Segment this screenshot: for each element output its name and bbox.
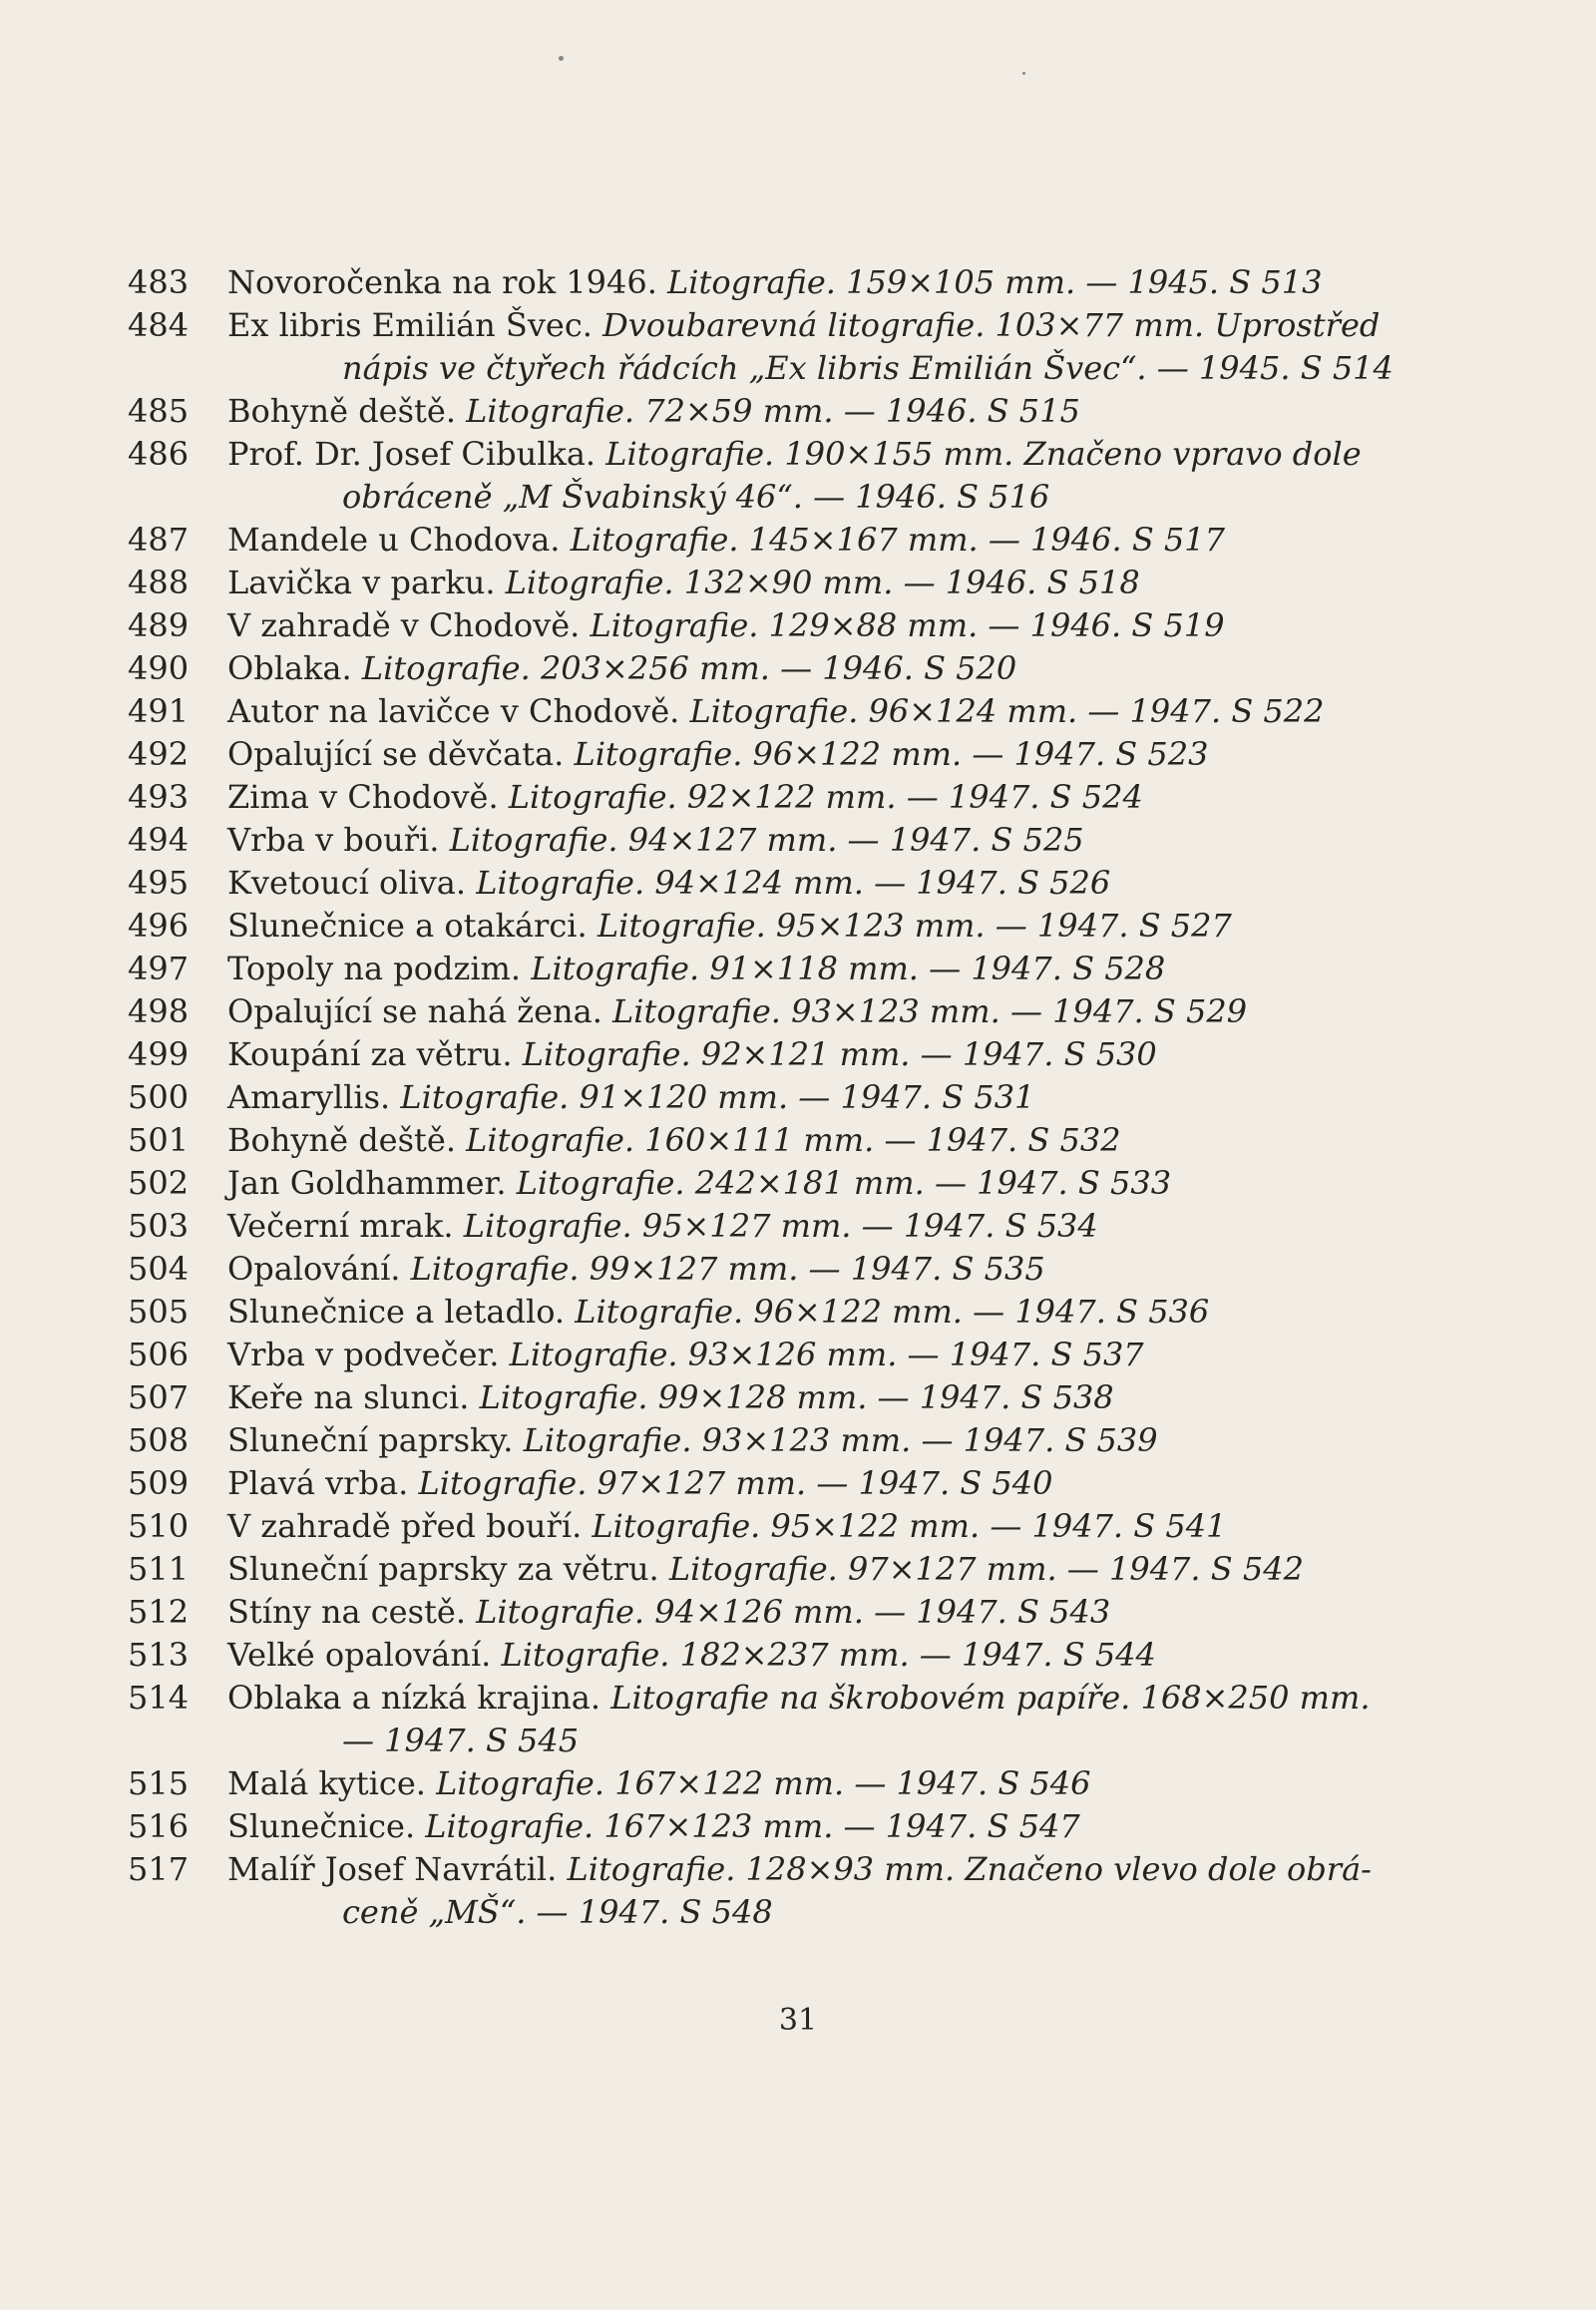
entry-details: Litografie. 93×123 mm. — 1947. S 529 xyxy=(601,992,1248,1030)
catalog-entry xyxy=(128,433,1375,519)
catalog-entry xyxy=(128,519,1375,562)
entry-line xyxy=(227,905,1375,948)
entry-body xyxy=(227,990,1375,1033)
entry-line xyxy=(227,1762,1375,1805)
entry-title: Malá kytice. xyxy=(227,1764,426,1802)
entry-number: 515 xyxy=(128,1764,190,1802)
entry-number: 506 xyxy=(128,1336,190,1373)
entry-number: 486 xyxy=(128,435,190,473)
entry-line xyxy=(227,1848,1375,1891)
entry-line xyxy=(227,733,1375,776)
entry-title: Novoročenka na rok 1946. xyxy=(227,263,657,301)
entry-title: Sluneční paprsky. xyxy=(227,1421,514,1459)
entry-number: 484 xyxy=(128,306,190,344)
catalog-entry xyxy=(128,776,1375,819)
entry-title: Večerní mrak. xyxy=(227,1207,454,1245)
entry-details: Litografie. 96×124 mm. — 1947. S 522 xyxy=(679,692,1325,730)
entry-body xyxy=(227,690,1375,733)
entry-details: Litografie. 72×59 mm. — 1946. S 515 xyxy=(456,392,1080,430)
entry-body xyxy=(227,1548,1375,1591)
catalog-entry xyxy=(128,1762,1375,1805)
entry-continuation: nápis ve čtyřech řádcích „Ex libris Emilián Švec“. — 1945. S 514 xyxy=(342,349,1394,387)
catalog-entry xyxy=(128,1848,1375,1934)
catalog-entry xyxy=(128,1334,1375,1376)
entry-line xyxy=(227,1634,1375,1677)
entry-number: 510 xyxy=(128,1507,190,1545)
entry-line xyxy=(227,604,1375,647)
entry-body xyxy=(227,1848,1375,1934)
paper-speck xyxy=(559,56,564,61)
entry-line xyxy=(227,776,1375,819)
entry-details: Litografie. 92×121 mm. — 1947. S 530 xyxy=(512,1035,1157,1073)
entry-line xyxy=(227,647,1375,690)
entry-number: 494 xyxy=(128,821,190,859)
entry-number: 505 xyxy=(128,1293,190,1331)
entry-number: 493 xyxy=(128,778,190,816)
entry-line xyxy=(227,519,1375,562)
entry-number: 499 xyxy=(128,1035,190,1073)
entry-line xyxy=(227,1291,1375,1334)
entry-continuation: — 1947. S 545 xyxy=(342,1722,580,1759)
entry-line xyxy=(227,1591,1375,1634)
entry-title: Autor na lavičce v Chodově. xyxy=(227,692,680,730)
entry-body xyxy=(227,819,1375,862)
entry-line xyxy=(227,1033,1375,1076)
entry-details: Litografie. 91×120 mm. — 1947. S 531 xyxy=(390,1078,1035,1116)
entry-number: 488 xyxy=(128,564,190,601)
entry-body xyxy=(227,948,1375,990)
entry-details: Litografie. 99×127 mm. — 1947. S 535 xyxy=(400,1250,1045,1288)
entry-line xyxy=(227,819,1375,862)
entry-body xyxy=(227,905,1375,948)
entry-body xyxy=(227,776,1375,819)
entry-body xyxy=(227,1805,1375,1848)
entry-line xyxy=(227,690,1375,733)
entry-line xyxy=(227,1119,1375,1162)
entry-details: Litografie. 167×122 mm. — 1947. S 546 xyxy=(425,1764,1091,1802)
entry-title: Lavička v parku. xyxy=(227,564,496,601)
catalog-entry xyxy=(128,1591,1375,1634)
entry-title: Oblaka a nízká krajina. xyxy=(227,1679,601,1717)
catalog-entry xyxy=(128,733,1375,776)
entry-line xyxy=(227,1677,1375,1720)
entry-details: Litografie. 159×105 mm. — 1945. S 513 xyxy=(656,263,1323,301)
catalog-entry xyxy=(128,1205,1375,1248)
entry-body xyxy=(227,433,1375,519)
catalog-entry xyxy=(128,1248,1375,1291)
entry-details: Litografie. 190×155 mm. Značeno vpravo dole xyxy=(596,435,1362,473)
entry-title: Opalování. xyxy=(227,1250,401,1288)
entry-line xyxy=(227,1248,1375,1291)
entry-details: Litografie. 93×123 mm. — 1947. S 539 xyxy=(513,1421,1158,1459)
entry-number: 485 xyxy=(128,392,190,430)
entry-body xyxy=(227,604,1375,647)
catalog-entry xyxy=(128,948,1375,990)
entry-body xyxy=(227,1076,1375,1119)
entry-number: 492 xyxy=(128,735,190,773)
catalog-entry xyxy=(128,990,1375,1033)
entry-details: Litografie. 94×127 mm. — 1947. S 525 xyxy=(439,821,1084,859)
entry-body xyxy=(227,304,1394,390)
entry-details: Litografie. 96×122 mm. — 1947. S 523 xyxy=(564,735,1209,773)
entry-details: Litografie. 91×118 mm. — 1947. S 528 xyxy=(521,950,1166,987)
entry-number: 497 xyxy=(128,950,190,987)
entry-number: 489 xyxy=(128,606,190,644)
catalog-entry xyxy=(128,1076,1375,1119)
entry-line xyxy=(227,433,1375,476)
entry-line xyxy=(227,862,1375,905)
entry-continuation: ceně „MŠ“. — 1947. S 548 xyxy=(342,1893,773,1931)
entry-details: Litografie. 94×126 mm. — 1947. S 543 xyxy=(465,1593,1111,1631)
entry-title: Plavá vrba. xyxy=(227,1464,409,1502)
entry-line xyxy=(227,1076,1375,1119)
entry-line xyxy=(227,304,1394,347)
entry-details: Litografie. 99×128 mm. — 1947. S 538 xyxy=(469,1378,1114,1416)
entry-body xyxy=(227,261,1375,304)
entry-line xyxy=(227,1548,1375,1591)
catalog-entry xyxy=(128,261,1375,304)
entry-details: Litografie. 97×127 mm. — 1947. S 540 xyxy=(408,1464,1053,1502)
entry-number: 496 xyxy=(128,907,190,945)
entry-title: Slunečnice. xyxy=(227,1807,416,1845)
entry-details: Litografie. 95×127 mm. — 1947. S 534 xyxy=(453,1207,1098,1245)
catalog-entry xyxy=(128,1634,1375,1677)
entry-body xyxy=(227,1033,1375,1076)
entry-details: Litografie. 95×122 mm. — 1947. S 541 xyxy=(582,1507,1227,1545)
entry-number: 495 xyxy=(128,864,190,902)
catalog-list xyxy=(128,261,1394,1934)
entry-body xyxy=(227,519,1375,562)
entry-body xyxy=(227,1205,1375,1248)
entry-title: Kvetoucí oliva. xyxy=(227,864,467,902)
entry-body xyxy=(227,390,1375,433)
entry-number: 514 xyxy=(128,1679,190,1717)
catalog-entry xyxy=(128,1291,1375,1334)
entry-body xyxy=(227,1677,1375,1762)
entry-body xyxy=(227,733,1375,776)
entry-title: Vrba v bouři. xyxy=(227,821,440,859)
entry-details: Litografie. 94×124 mm. — 1947. S 526 xyxy=(466,864,1111,902)
entry-title: Zima v Chodově. xyxy=(227,778,499,816)
entry-title: Velké opalování. xyxy=(227,1636,492,1674)
entry-number: 516 xyxy=(128,1807,190,1845)
entry-title: Oblaka. xyxy=(227,649,352,687)
entry-body xyxy=(227,1119,1375,1162)
entry-body xyxy=(227,1505,1375,1548)
entry-number: 507 xyxy=(128,1378,190,1416)
entry-title: Slunečnice a otakárci. xyxy=(227,907,588,945)
entry-details: Litografie. 160×111 mm. — 1947. S 532 xyxy=(456,1121,1121,1159)
catalog-entry xyxy=(128,819,1375,862)
entry-details: Litografie. 92×122 mm. — 1947. S 524 xyxy=(498,778,1143,816)
entry-details: Litografie. 145×167 mm. — 1946. S 517 xyxy=(560,521,1225,559)
catalog-entry xyxy=(128,390,1375,433)
entry-title: Malíř Josef Navrátil. xyxy=(227,1850,558,1888)
entry-body xyxy=(227,1162,1375,1205)
entry-details: Litografie. 97×127 mm. — 1947. S 542 xyxy=(658,1550,1304,1588)
paper-speck xyxy=(1022,72,1025,75)
catalog-entry xyxy=(128,1677,1375,1762)
entry-body xyxy=(227,1462,1375,1505)
catalog-entry xyxy=(128,604,1375,647)
entry-body xyxy=(227,647,1375,690)
entry-details: Litografie. 242×181 mm. — 1947. S 533 xyxy=(506,1164,1172,1202)
entry-title: Keře na slunci. xyxy=(227,1378,470,1416)
entry-title: Vrba v podvečer. xyxy=(227,1336,500,1373)
entry-line xyxy=(227,948,1375,990)
catalog-entry xyxy=(128,905,1375,948)
catalog-entry xyxy=(128,1548,1375,1591)
entry-number: 503 xyxy=(128,1207,190,1245)
entry-title: Bohyně deště. xyxy=(227,392,456,430)
catalog-entry xyxy=(128,862,1375,905)
entry-number: 517 xyxy=(128,1850,190,1888)
entry-number: 508 xyxy=(128,1421,190,1459)
page-number: 31 xyxy=(778,2003,818,2038)
entry-body xyxy=(227,1334,1375,1376)
entry-number: 511 xyxy=(128,1550,190,1588)
entry-number: 504 xyxy=(128,1250,190,1288)
catalog-entry xyxy=(128,1376,1375,1419)
entry-body xyxy=(227,862,1375,905)
entry-details: Litografie. 128×93 mm. Značeno vlevo dole obrá- xyxy=(557,1850,1372,1888)
entry-number: 498 xyxy=(128,992,190,1030)
entry-title: Koupání za větru. xyxy=(227,1035,513,1073)
entry-number: 501 xyxy=(128,1121,190,1159)
entry-title: Slunečnice a letadlo. xyxy=(227,1293,566,1331)
entry-number: 509 xyxy=(128,1464,190,1502)
entry-title: Topoly na podzim. xyxy=(227,950,522,987)
entry-title: Opalující se nahá žena. xyxy=(227,992,602,1030)
entry-details: Litografie na škrobovém papíře. 168×250 mm. xyxy=(600,1679,1371,1717)
entry-title: Bohyně deště. xyxy=(227,1121,456,1159)
entry-title: Amaryllis. xyxy=(227,1078,391,1116)
entry-title: Ex libris Emilián Švec. xyxy=(227,306,593,344)
entry-line xyxy=(227,1505,1375,1548)
entry-line xyxy=(227,1805,1375,1848)
entry-number: 513 xyxy=(128,1636,190,1674)
entry-title: V zahradě v Chodově. xyxy=(227,606,581,644)
entry-number: 500 xyxy=(128,1078,190,1116)
entry-details: Litografie. 95×123 mm. — 1947. S 527 xyxy=(587,907,1232,945)
catalog-entry xyxy=(128,1419,1375,1462)
entry-number: 483 xyxy=(128,263,190,301)
entry-body xyxy=(227,1591,1375,1634)
entry-line xyxy=(227,1462,1375,1505)
entry-number: 491 xyxy=(128,692,190,730)
catalog-entry xyxy=(128,1162,1375,1205)
entry-title: Stíny na cestě. xyxy=(227,1593,466,1631)
entry-title: Jan Goldhammer. xyxy=(227,1164,507,1202)
entry-line xyxy=(227,1205,1375,1248)
entry-body xyxy=(227,1291,1375,1334)
entry-body xyxy=(227,1634,1375,1677)
entry-title: Opalující se děvčata. xyxy=(227,735,565,773)
catalog-entry xyxy=(128,1462,1375,1505)
catalog-entry xyxy=(128,690,1375,733)
entry-details: Litografie. 96×122 mm. — 1947. S 536 xyxy=(565,1293,1210,1331)
entry-title: V zahradě před bouří. xyxy=(227,1507,583,1545)
catalog-entry xyxy=(128,1505,1375,1548)
entry-number: 512 xyxy=(128,1593,190,1631)
entry-details: Litografie. 93×126 mm. — 1947. S 537 xyxy=(499,1336,1144,1373)
entry-details: Litografie. 167×123 mm. — 1947. S 547 xyxy=(415,1807,1080,1845)
entry-body xyxy=(227,1762,1375,1805)
catalog-entry xyxy=(128,1805,1375,1848)
entry-line xyxy=(227,1419,1375,1462)
entry-number: 502 xyxy=(128,1164,190,1202)
entry-body xyxy=(227,562,1375,604)
entry-body xyxy=(227,1419,1375,1462)
entry-number: 490 xyxy=(128,649,190,687)
entry-title: Sluneční paprsky za větru. xyxy=(227,1550,659,1588)
entry-details: Litografie. 129×88 mm. — 1946. S 519 xyxy=(580,606,1225,644)
entry-title: Prof. Dr. Josef Cibulka. xyxy=(227,435,597,473)
entry-line xyxy=(227,1162,1375,1205)
entry-details: Litografie. 203×256 mm. — 1946. S 520 xyxy=(351,649,1017,687)
entry-line xyxy=(227,261,1375,304)
entry-number: 487 xyxy=(128,521,190,559)
catalog-entry xyxy=(128,1119,1375,1162)
entry-line xyxy=(227,990,1375,1033)
entry-body xyxy=(227,1376,1375,1419)
entry-title: Mandele u Chodova. xyxy=(227,521,561,559)
entry-body xyxy=(227,1248,1375,1291)
entry-continuation: obráceně „M Švabinský 46“. — 1946. S 516 xyxy=(342,478,1050,516)
entry-details: Dvoubarevná litografie. 103×77 mm. Uprostřed xyxy=(592,306,1381,344)
entry-line xyxy=(227,1334,1375,1376)
entry-line xyxy=(227,1376,1375,1419)
catalog-entry xyxy=(128,647,1375,690)
entry-details: Litografie. 132×90 mm. — 1946. S 518 xyxy=(495,564,1140,601)
catalog-entry xyxy=(128,304,1394,390)
catalog-entry xyxy=(128,562,1375,604)
catalog-entry xyxy=(128,1033,1375,1076)
entry-line xyxy=(227,390,1375,433)
entry-line xyxy=(227,562,1375,604)
entry-details: Litografie. 182×237 mm. — 1947. S 544 xyxy=(491,1636,1156,1674)
